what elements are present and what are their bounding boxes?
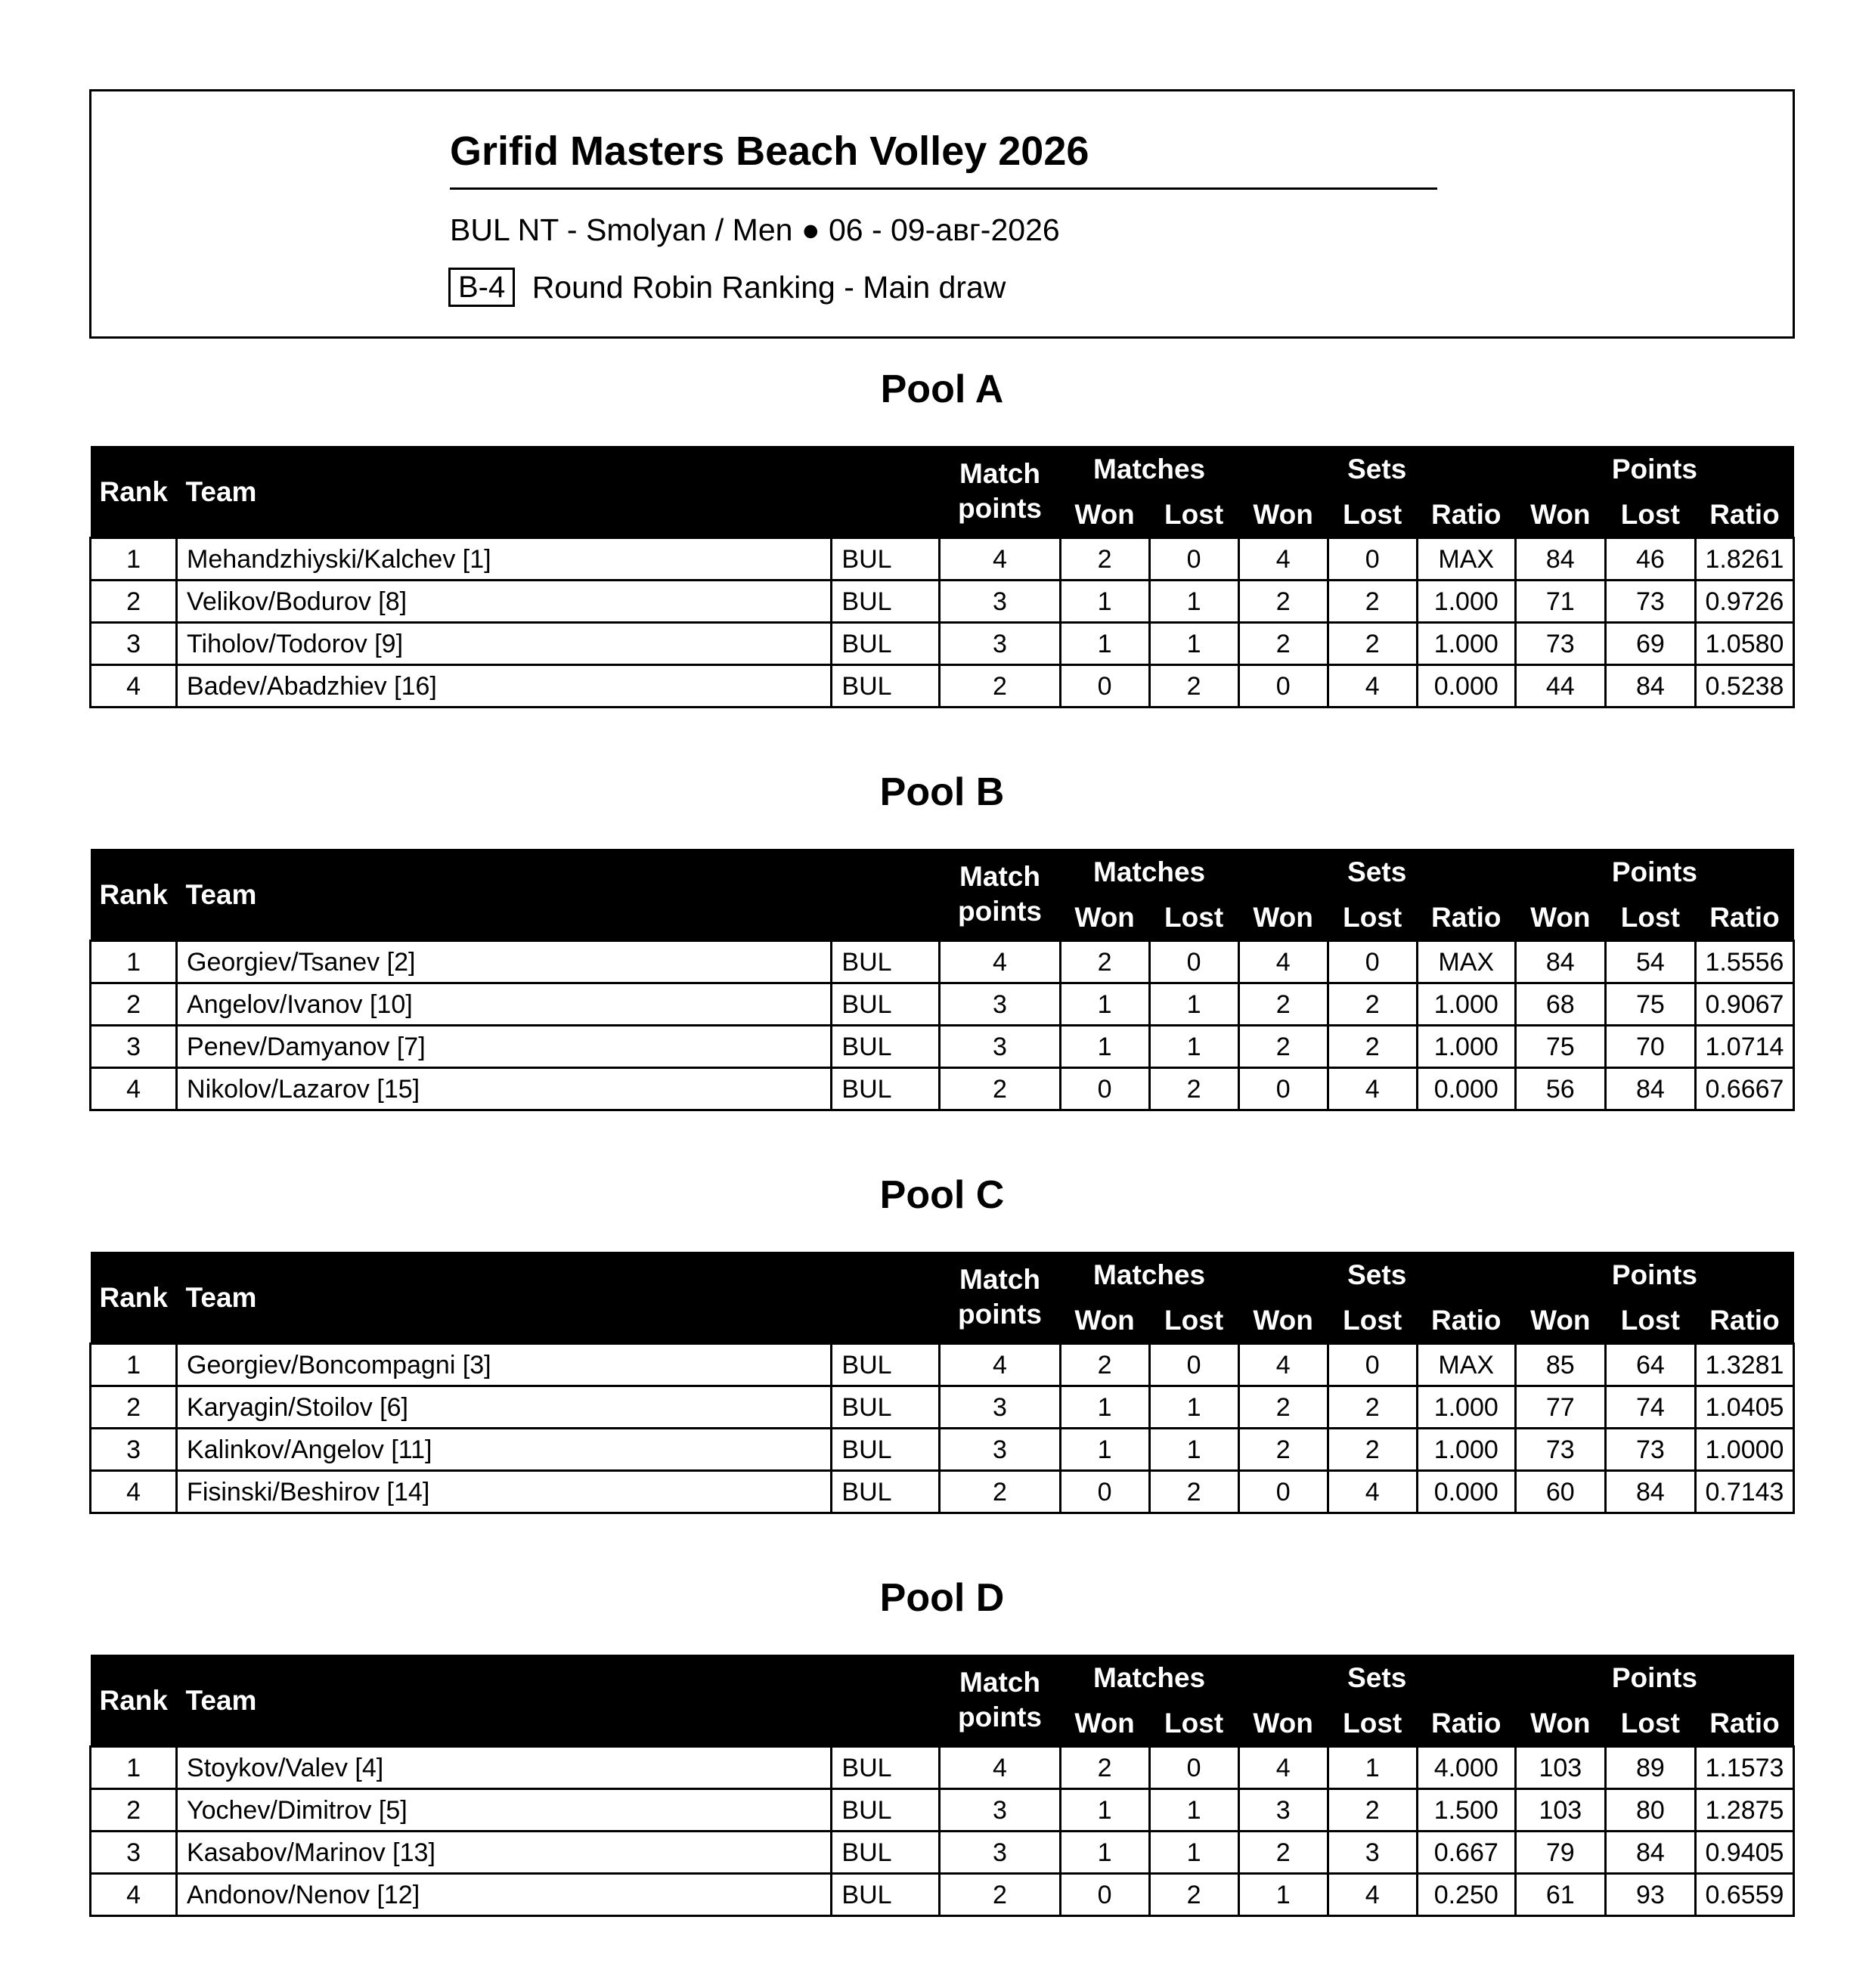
cell-sw: 4	[1238, 538, 1328, 581]
cell-pl: 73	[1605, 581, 1695, 623]
table-row	[91, 1789, 1794, 1832]
cell-mp: 2	[940, 665, 1060, 708]
cell-pw: 79	[1515, 1832, 1605, 1874]
col-points-won-header: Won	[1515, 491, 1605, 538]
cell-mw: 0	[1060, 1068, 1149, 1110]
cell-ml: 1	[1149, 623, 1238, 665]
cell-mp: 3	[940, 1026, 1060, 1068]
table-row	[91, 665, 1794, 708]
cell-rank: 4	[91, 1874, 177, 1916]
col-sets-header: Sets	[1238, 1655, 1515, 1700]
col-team-header: Team	[177, 1252, 940, 1344]
cell-mw: 0	[1060, 1874, 1149, 1916]
cell-pr: 1.1573	[1695, 1747, 1793, 1789]
cell-country: BUL	[832, 1832, 940, 1874]
cell-mp: 3	[940, 623, 1060, 665]
cell-rank: 1	[91, 538, 177, 581]
col-points-header: Points	[1515, 1252, 1793, 1297]
cell-sr: 1.000	[1417, 983, 1515, 1026]
cell-mw: 2	[1060, 941, 1149, 983]
cell-mp: 3	[940, 1386, 1060, 1429]
cell-pr: 1.3281	[1695, 1344, 1793, 1386]
cell-mp: 4	[940, 1747, 1060, 1789]
col-points-lost-header: Lost	[1605, 491, 1695, 538]
cell-sw: 2	[1238, 1832, 1328, 1874]
cell-rank: 3	[91, 1832, 177, 1874]
cell-sw: 4	[1238, 1747, 1328, 1789]
cell-team: Andonov/Nenov [12]	[177, 1874, 832, 1916]
col-matches-lost-header: Lost	[1149, 894, 1238, 941]
cell-pl: 84	[1605, 1471, 1695, 1513]
cell-sl: 0	[1328, 941, 1417, 983]
cell-team: Stoykov/Valev [4]	[177, 1747, 832, 1789]
table-row	[91, 1068, 1794, 1110]
cell-sl: 4	[1328, 1068, 1417, 1110]
col-sets-won-header: Won	[1238, 894, 1328, 941]
cell-pr: 1.0580	[1695, 623, 1793, 665]
cell-sw: 0	[1238, 1471, 1328, 1513]
cell-pl: 69	[1605, 623, 1695, 665]
col-matches-won-header: Won	[1060, 1297, 1149, 1344]
table-row	[91, 1832, 1794, 1874]
cell-pl: 70	[1605, 1026, 1695, 1068]
report-description: Round Robin Ranking - Main draw	[532, 269, 1006, 305]
cell-pr: 1.0000	[1695, 1429, 1793, 1471]
col-sets-header: Sets	[1238, 446, 1515, 491]
header-box	[89, 89, 1795, 339]
cell-team: Karyagin/Stoilov [6]	[177, 1386, 832, 1429]
cell-mp: 3	[940, 581, 1060, 623]
cell-pw: 56	[1515, 1068, 1605, 1110]
cell-sl: 1	[1328, 1747, 1417, 1789]
match-points-label-1: Match	[959, 1666, 1040, 1698]
cell-sr: 1.000	[1417, 623, 1515, 665]
cell-country: BUL	[832, 983, 940, 1026]
col-sets-ratio-header: Ratio	[1417, 1297, 1515, 1344]
cell-pl: 80	[1605, 1789, 1695, 1832]
cell-sl: 4	[1328, 1471, 1417, 1513]
col-matches-won-header: Won	[1060, 1700, 1149, 1747]
cell-sr: 1.000	[1417, 1386, 1515, 1429]
col-points-won-header: Won	[1515, 1297, 1605, 1344]
cell-sw: 2	[1238, 1429, 1328, 1471]
col-matches-header: Matches	[1060, 446, 1238, 491]
cell-mp: 4	[940, 1344, 1060, 1386]
cell-team: Velikov/Bodurov [8]	[177, 581, 832, 623]
cell-sw: 0	[1238, 665, 1328, 708]
col-match-points-header	[940, 1655, 1060, 1747]
cell-sr: MAX	[1417, 538, 1515, 581]
cell-sr: 1.500	[1417, 1789, 1515, 1832]
cell-ml: 1	[1149, 1429, 1238, 1471]
col-sets-won-header: Won	[1238, 491, 1328, 538]
col-points-lost-header: Lost	[1605, 894, 1695, 941]
cell-country: BUL	[832, 1429, 940, 1471]
col-sets-lost-header: Lost	[1328, 1700, 1417, 1747]
cell-pl: 54	[1605, 941, 1695, 983]
match-points-label-1: Match	[959, 860, 1040, 892]
table-row	[91, 1026, 1794, 1068]
cell-country: BUL	[832, 1344, 940, 1386]
cell-sw: 1	[1238, 1874, 1328, 1916]
cell-sw: 2	[1238, 1386, 1328, 1429]
cell-pl: 46	[1605, 538, 1695, 581]
cell-pr: 1.0714	[1695, 1026, 1793, 1068]
col-matches-lost-header: Lost	[1149, 1700, 1238, 1747]
col-sets-ratio-header: Ratio	[1417, 894, 1515, 941]
cell-sl: 2	[1328, 983, 1417, 1026]
cell-sl: 2	[1328, 623, 1417, 665]
cell-ml: 0	[1149, 1344, 1238, 1386]
cell-pr: 0.9067	[1695, 983, 1793, 1026]
table-row	[91, 623, 1794, 665]
ranking-table	[89, 446, 1795, 708]
cell-pl: 93	[1605, 1874, 1695, 1916]
cell-team: Yochev/Dimitrov [5]	[177, 1789, 832, 1832]
col-match-points-header	[940, 849, 1060, 941]
page-title: Grifid Masters Beach Volley 2026	[450, 129, 1089, 174]
cell-country: BUL	[832, 1068, 940, 1110]
match-points-label-2: points	[958, 1702, 1042, 1733]
col-sets-ratio-header: Ratio	[1417, 1700, 1515, 1747]
cell-mw: 0	[1060, 1471, 1149, 1513]
cell-team: Penev/Damyanov [7]	[177, 1026, 832, 1068]
cell-rank: 2	[91, 581, 177, 623]
cell-sr: 0.000	[1417, 665, 1515, 708]
cell-pr: 1.8261	[1695, 538, 1793, 581]
cell-country: BUL	[832, 581, 940, 623]
col-points-ratio-header: Ratio	[1695, 491, 1793, 538]
pool-title: Pool B	[879, 770, 1005, 814]
col-sets-lost-header: Lost	[1328, 491, 1417, 538]
cell-ml: 1	[1149, 1386, 1238, 1429]
cell-country: BUL	[832, 665, 940, 708]
cell-sl: 0	[1328, 1344, 1417, 1386]
match-points-label-1: Match	[959, 1263, 1040, 1295]
cell-team: Angelov/Ivanov [10]	[177, 983, 832, 1026]
cell-pr: 1.5556	[1695, 941, 1793, 983]
cell-pr: 0.6667	[1695, 1068, 1793, 1110]
cell-team: Badev/Abadzhiev [16]	[177, 665, 832, 708]
col-sets-ratio-header: Ratio	[1417, 491, 1515, 538]
table-row	[91, 1747, 1794, 1789]
cell-pw: 68	[1515, 983, 1605, 1026]
cell-mw: 1	[1060, 1429, 1149, 1471]
cell-ml: 1	[1149, 983, 1238, 1026]
col-sets-won-header: Won	[1238, 1700, 1328, 1747]
cell-pl: 73	[1605, 1429, 1695, 1471]
cell-country: BUL	[832, 1789, 940, 1832]
cell-ml: 2	[1149, 665, 1238, 708]
cell-sr: 0.000	[1417, 1471, 1515, 1513]
col-matches-header: Matches	[1060, 849, 1238, 894]
cell-mw: 2	[1060, 538, 1149, 581]
cell-sl: 4	[1328, 1874, 1417, 1916]
cell-mp: 2	[940, 1068, 1060, 1110]
cell-pr: 0.9405	[1695, 1832, 1793, 1874]
col-matches-header: Matches	[1060, 1655, 1238, 1700]
cell-team: Georgiev/Tsanev [2]	[177, 941, 832, 983]
cell-mw: 2	[1060, 1344, 1149, 1386]
cell-team: Georgiev/Boncompagni [3]	[177, 1344, 832, 1386]
col-sets-header: Sets	[1238, 1252, 1515, 1297]
pool-title: Pool A	[880, 367, 1004, 411]
col-team-header: Team	[177, 849, 940, 941]
cell-mw: 1	[1060, 1789, 1149, 1832]
cell-rank: 3	[91, 1429, 177, 1471]
cell-sr: 1.000	[1417, 1026, 1515, 1068]
cell-mp: 3	[940, 983, 1060, 1026]
cell-ml: 0	[1149, 1747, 1238, 1789]
cell-mp: 4	[940, 941, 1060, 983]
cell-pw: 73	[1515, 1429, 1605, 1471]
cell-mp: 2	[940, 1874, 1060, 1916]
col-points-ratio-header: Ratio	[1695, 1700, 1793, 1747]
table-row	[91, 983, 1794, 1026]
col-team-header: Team	[177, 446, 940, 538]
cell-team: Kalinkov/Angelov [11]	[177, 1429, 832, 1471]
cell-pw: 60	[1515, 1471, 1605, 1513]
cell-country: BUL	[832, 941, 940, 983]
cell-mw: 0	[1060, 665, 1149, 708]
cell-pw: 84	[1515, 538, 1605, 581]
cell-pl: 84	[1605, 1068, 1695, 1110]
match-points-label-2: points	[958, 493, 1042, 524]
col-points-ratio-header: Ratio	[1695, 1297, 1793, 1344]
cell-mp: 3	[940, 1429, 1060, 1471]
cell-sl: 4	[1328, 665, 1417, 708]
cell-country: BUL	[832, 1874, 940, 1916]
cell-ml: 1	[1149, 1789, 1238, 1832]
ranking-table	[89, 1252, 1795, 1514]
cell-pr: 0.5238	[1695, 665, 1793, 708]
cell-sr: 0.000	[1417, 1068, 1515, 1110]
cell-sw: 0	[1238, 1068, 1328, 1110]
cell-country: BUL	[832, 538, 940, 581]
cell-pr: 0.6559	[1695, 1874, 1793, 1916]
cell-sl: 2	[1328, 1026, 1417, 1068]
cell-sl: 2	[1328, 1386, 1417, 1429]
col-points-header: Points	[1515, 446, 1793, 491]
cell-pr: 0.9726	[1695, 581, 1793, 623]
col-rank-header: Rank	[91, 1252, 177, 1344]
col-team-header: Team	[177, 1655, 940, 1747]
cell-sw: 2	[1238, 1026, 1328, 1068]
table-row	[91, 1874, 1794, 1916]
cell-pw: 44	[1515, 665, 1605, 708]
report-code-badge: B-4	[448, 268, 515, 307]
cell-sr: MAX	[1417, 941, 1515, 983]
cell-ml: 2	[1149, 1874, 1238, 1916]
cell-team: Fisinski/Beshirov [14]	[177, 1471, 832, 1513]
cell-pw: 77	[1515, 1386, 1605, 1429]
cell-pw: 85	[1515, 1344, 1605, 1386]
cell-mp: 4	[940, 538, 1060, 581]
cell-rank: 1	[91, 1344, 177, 1386]
cell-sw: 2	[1238, 581, 1328, 623]
cell-sr: 4.000	[1417, 1747, 1515, 1789]
cell-sl: 2	[1328, 1789, 1417, 1832]
col-points-lost-header: Lost	[1605, 1700, 1695, 1747]
cell-sr: 0.667	[1417, 1832, 1515, 1874]
cell-ml: 2	[1149, 1068, 1238, 1110]
cell-rank: 3	[91, 1026, 177, 1068]
cell-country: BUL	[832, 1026, 940, 1068]
cell-ml: 1	[1149, 1832, 1238, 1874]
cell-sl: 0	[1328, 538, 1417, 581]
cell-sr: 0.250	[1417, 1874, 1515, 1916]
table-row	[91, 941, 1794, 983]
cell-mw: 1	[1060, 581, 1149, 623]
cell-rank: 2	[91, 1789, 177, 1832]
cell-pl: 84	[1605, 1832, 1695, 1874]
cell-country: BUL	[832, 1471, 940, 1513]
cell-rank: 2	[91, 983, 177, 1026]
col-match-points-header	[940, 1252, 1060, 1344]
cell-ml: 0	[1149, 538, 1238, 581]
cell-pl: 84	[1605, 665, 1695, 708]
cell-sl: 3	[1328, 1832, 1417, 1874]
col-rank-header: Rank	[91, 1655, 177, 1747]
cell-ml: 2	[1149, 1471, 1238, 1513]
cell-sl: 2	[1328, 1429, 1417, 1471]
cell-mp: 3	[940, 1789, 1060, 1832]
cell-pr: 1.2875	[1695, 1789, 1793, 1832]
cell-sl: 2	[1328, 581, 1417, 623]
col-points-won-header: Won	[1515, 1700, 1605, 1747]
col-points-lost-header: Lost	[1605, 1297, 1695, 1344]
title-underline	[450, 187, 1437, 190]
cell-rank: 4	[91, 665, 177, 708]
col-sets-lost-header: Lost	[1328, 894, 1417, 941]
cell-team: Kasabov/Marinov [13]	[177, 1832, 832, 1874]
cell-pw: 75	[1515, 1026, 1605, 1068]
col-matches-lost-header: Lost	[1149, 491, 1238, 538]
match-points-label-1: Match	[959, 457, 1040, 489]
cell-sw: 4	[1238, 941, 1328, 983]
col-matches-won-header: Won	[1060, 491, 1149, 538]
table-row	[91, 581, 1794, 623]
cell-country: BUL	[832, 623, 940, 665]
cell-ml: 1	[1149, 1026, 1238, 1068]
table-row	[91, 1344, 1794, 1386]
cell-sw: 4	[1238, 1344, 1328, 1386]
match-points-label-2: points	[958, 896, 1042, 927]
pool-title: Pool C	[879, 1173, 1005, 1217]
cell-rank: 3	[91, 623, 177, 665]
col-points-header: Points	[1515, 1655, 1793, 1700]
table-row	[91, 538, 1794, 581]
cell-pl: 89	[1605, 1747, 1695, 1789]
cell-pw: 103	[1515, 1747, 1605, 1789]
report-code-line	[448, 268, 1006, 307]
cell-pl: 64	[1605, 1344, 1695, 1386]
cell-country: BUL	[832, 1747, 940, 1789]
col-rank-header: Rank	[91, 849, 177, 941]
cell-pw: 103	[1515, 1789, 1605, 1832]
cell-ml: 0	[1149, 941, 1238, 983]
col-rank-header: Rank	[91, 446, 177, 538]
cell-mw: 1	[1060, 983, 1149, 1026]
cell-pl: 75	[1605, 983, 1695, 1026]
col-points-won-header: Won	[1515, 894, 1605, 941]
cell-rank: 1	[91, 941, 177, 983]
cell-mw: 1	[1060, 1832, 1149, 1874]
cell-mp: 2	[940, 1471, 1060, 1513]
col-matches-header: Matches	[1060, 1252, 1238, 1297]
col-points-header: Points	[1515, 849, 1793, 894]
cell-sw: 2	[1238, 623, 1328, 665]
cell-mp: 3	[940, 1832, 1060, 1874]
cell-rank: 2	[91, 1386, 177, 1429]
cell-sw: 3	[1238, 1789, 1328, 1832]
cell-team: Mehandzhiyski/Kalchev [1]	[177, 538, 832, 581]
col-matches-lost-header: Lost	[1149, 1297, 1238, 1344]
pool-title: Pool D	[879, 1576, 1005, 1620]
cell-country: BUL	[832, 1386, 940, 1429]
cell-team: Nikolov/Lazarov [15]	[177, 1068, 832, 1110]
col-sets-lost-header: Lost	[1328, 1297, 1417, 1344]
cell-rank: 4	[91, 1068, 177, 1110]
cell-rank: 4	[91, 1471, 177, 1513]
table-row	[91, 1471, 1794, 1513]
cell-pr: 1.0405	[1695, 1386, 1793, 1429]
cell-sr: 1.000	[1417, 1429, 1515, 1471]
col-match-points-header	[940, 446, 1060, 538]
ranking-table	[89, 1655, 1795, 1917]
col-sets-header: Sets	[1238, 849, 1515, 894]
cell-pl: 74	[1605, 1386, 1695, 1429]
col-matches-won-header: Won	[1060, 894, 1149, 941]
cell-ml: 1	[1149, 581, 1238, 623]
cell-mw: 2	[1060, 1747, 1149, 1789]
cell-pw: 73	[1515, 623, 1605, 665]
cell-mw: 1	[1060, 623, 1149, 665]
col-points-ratio-header: Ratio	[1695, 894, 1793, 941]
match-points-label-2: points	[958, 1299, 1042, 1330]
cell-rank: 1	[91, 1747, 177, 1789]
cell-pr: 0.7143	[1695, 1471, 1793, 1513]
cell-mw: 1	[1060, 1386, 1149, 1429]
cell-mw: 1	[1060, 1026, 1149, 1068]
cell-pw: 61	[1515, 1874, 1605, 1916]
cell-sw: 2	[1238, 983, 1328, 1026]
cell-pw: 84	[1515, 941, 1605, 983]
table-row	[91, 1386, 1794, 1429]
ranking-table	[89, 849, 1795, 1111]
event-subtitle: BUL NT - Smolyan / Men ● 06 - 09-авг-2026	[450, 212, 1060, 247]
cell-team: Tiholov/Todorov [9]	[177, 623, 832, 665]
table-row	[91, 1429, 1794, 1471]
cell-sr: 1.000	[1417, 581, 1515, 623]
cell-pw: 71	[1515, 581, 1605, 623]
col-sets-won-header: Won	[1238, 1297, 1328, 1344]
cell-sr: MAX	[1417, 1344, 1515, 1386]
